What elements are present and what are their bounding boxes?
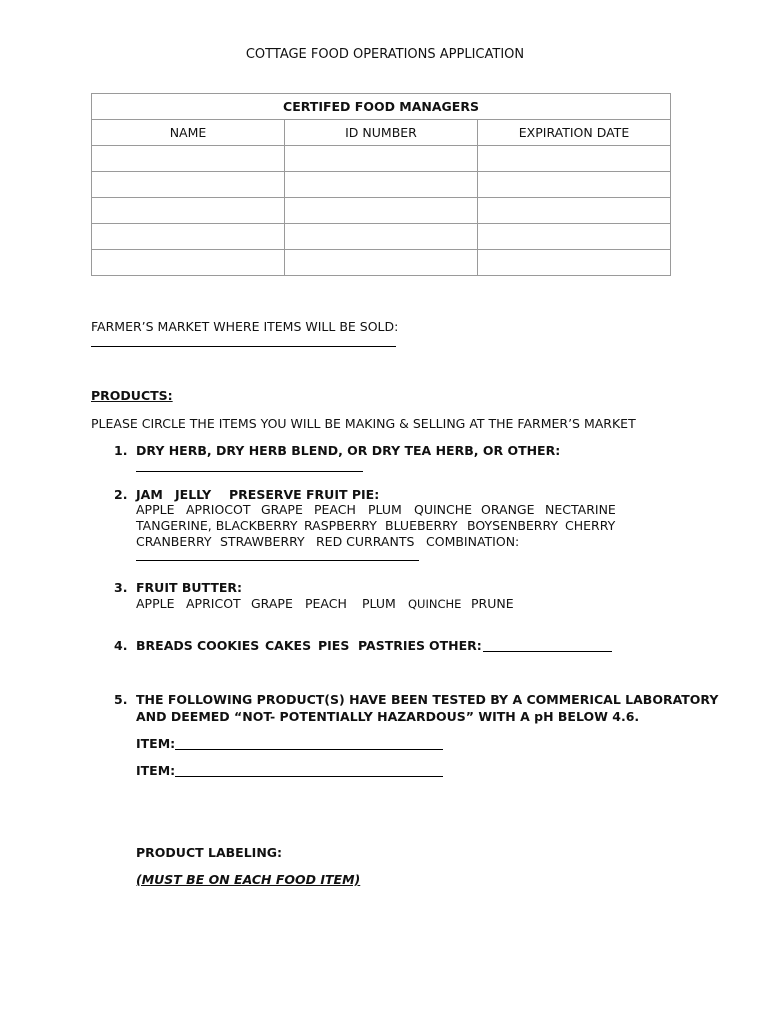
- fruit-option[interactable]: PEACH: [314, 502, 356, 517]
- fruit-option[interactable]: STRAWBERRY: [220, 534, 305, 549]
- fruit-option[interactable]: NECTARINE: [545, 502, 616, 517]
- item-input-line[interactable]: [175, 776, 443, 777]
- tested-products-text-line1: THE FOLLOWING PRODUCT(S) HAVE BEEN TESTED BY A COMMERICAL LABORATORY: [136, 692, 719, 707]
- fruit-butter-option[interactable]: PEACH: [305, 596, 347, 611]
- product-option[interactable]: FRUIT PIE:: [306, 487, 380, 502]
- certified-managers-table: [91, 93, 671, 276]
- fruit-option[interactable]: TANGERINE, BLACKBERRY: [136, 518, 298, 533]
- market-label: FARMER’S MARKET WHERE ITEMS WILL BE SOLD:: [91, 319, 399, 334]
- column-header-expiration-date: EXPIRATION DATE: [478, 120, 671, 146]
- fruit-option[interactable]: CHERRY: [565, 518, 616, 533]
- column-header-id-number: ID NUMBER: [285, 120, 478, 146]
- products-instructions: PLEASE CIRCLE THE ITEMS YOU WILL BE MAKING & SELLING AT THE FARMER’S MARKET: [91, 416, 636, 431]
- baked-option[interactable]: BREADS: [136, 638, 193, 653]
- baked-option[interactable]: CAKES: [265, 638, 312, 653]
- item-number: 2.: [114, 487, 128, 502]
- item-1-other-line[interactable]: [136, 471, 363, 472]
- table-row: [92, 146, 671, 172]
- expiration-date-cell[interactable]: [478, 172, 671, 198]
- fruit-option[interactable]: APPLE: [136, 502, 175, 517]
- table-row: [92, 172, 671, 198]
- item-number: 3.: [114, 580, 128, 595]
- column-header-name: NAME: [92, 120, 285, 146]
- market-input-line[interactable]: [91, 346, 396, 347]
- baked-option[interactable]: COOKIES: [197, 638, 260, 653]
- item-label: ITEM:: [136, 736, 176, 751]
- other-input-line[interactable]: [483, 651, 612, 652]
- fruit-option[interactable]: APRIOCOT: [186, 502, 251, 517]
- item-number: 4.: [114, 638, 128, 653]
- item-input-line[interactable]: [175, 749, 443, 750]
- fruit-butter-option[interactable]: GRAPE: [251, 596, 293, 611]
- id-number-cell[interactable]: [285, 224, 478, 250]
- name-cell[interactable]: [92, 224, 285, 250]
- table-row: [92, 198, 671, 224]
- name-cell[interactable]: [92, 172, 285, 198]
- expiration-date-cell[interactable]: [478, 250, 671, 276]
- page-title: COTTAGE FOOD OPERATIONS APPLICATION: [245, 47, 525, 62]
- name-cell[interactable]: [92, 250, 285, 276]
- fruit-option[interactable]: GRAPE: [261, 502, 303, 517]
- fruit-butter-heading: FRUIT BUTTER:: [136, 580, 243, 595]
- fruit-option[interactable]: RASPBERRY: [304, 518, 377, 533]
- id-number-cell[interactable]: [285, 172, 478, 198]
- fruit-option[interactable]: RED CURRANTS: [316, 534, 415, 549]
- item-number: 5.: [114, 692, 128, 707]
- item-label: ITEM:: [136, 763, 176, 778]
- id-number-cell[interactable]: [285, 250, 478, 276]
- name-cell[interactable]: [92, 198, 285, 224]
- fruit-butter-option[interactable]: APPLE: [136, 596, 175, 611]
- fruit-option[interactable]: BLUEBERRY: [385, 518, 458, 533]
- fruit-option[interactable]: PLUM: [368, 502, 402, 517]
- baked-option[interactable]: PASTRIES: [358, 638, 426, 653]
- fruit-butter-option[interactable]: APRICOT: [186, 596, 241, 611]
- expiration-date-cell[interactable]: [478, 198, 671, 224]
- fruit-butter-option[interactable]: PRUNE: [471, 596, 514, 611]
- baked-option[interactable]: OTHER:: [429, 638, 482, 653]
- fruit-option[interactable]: ORANGE: [481, 502, 535, 517]
- table-caption: CERTIFED FOOD MANAGERS: [92, 94, 671, 120]
- table-row: [92, 224, 671, 250]
- product-labeling-note: (MUST BE ON EACH FOOD ITEM): [136, 872, 361, 887]
- table-row: [92, 250, 671, 276]
- id-number-cell[interactable]: [285, 146, 478, 172]
- product-option[interactable]: PRESERVE: [229, 487, 302, 502]
- fruit-option[interactable]: QUINCHE: [414, 502, 473, 517]
- product-option[interactable]: JELLY: [175, 487, 212, 502]
- name-cell[interactable]: [92, 146, 285, 172]
- fruit-butter-option[interactable]: QUINCHE: [408, 597, 462, 611]
- fruit-option[interactable]: BOYSENBERRY: [467, 518, 559, 533]
- fruit-option[interactable]: COMBINATION:: [426, 534, 520, 549]
- product-option[interactable]: JAM: [136, 487, 163, 502]
- baked-option[interactable]: PIES: [318, 638, 350, 653]
- item-number: 1.: [114, 443, 128, 458]
- tested-products-text-line2: AND DEEMED “NOT- POTENTIALLY HAZARDOUS” WITH A pH BELOW 4.6.: [136, 709, 640, 724]
- item-1-text: DRY HERB, DRY HERB BLEND, OR DRY TEA HERB, OR OTHER:: [136, 443, 561, 458]
- id-number-cell[interactable]: [285, 198, 478, 224]
- products-heading: PRODUCTS:: [91, 388, 173, 403]
- combination-input-line[interactable]: [136, 560, 419, 561]
- expiration-date-cell[interactable]: [478, 224, 671, 250]
- expiration-date-cell[interactable]: [478, 146, 671, 172]
- fruit-option[interactable]: CRANBERRY: [136, 534, 212, 549]
- fruit-butter-option[interactable]: PLUM: [362, 596, 396, 611]
- product-labeling-heading: PRODUCT LABELING:: [136, 845, 283, 860]
